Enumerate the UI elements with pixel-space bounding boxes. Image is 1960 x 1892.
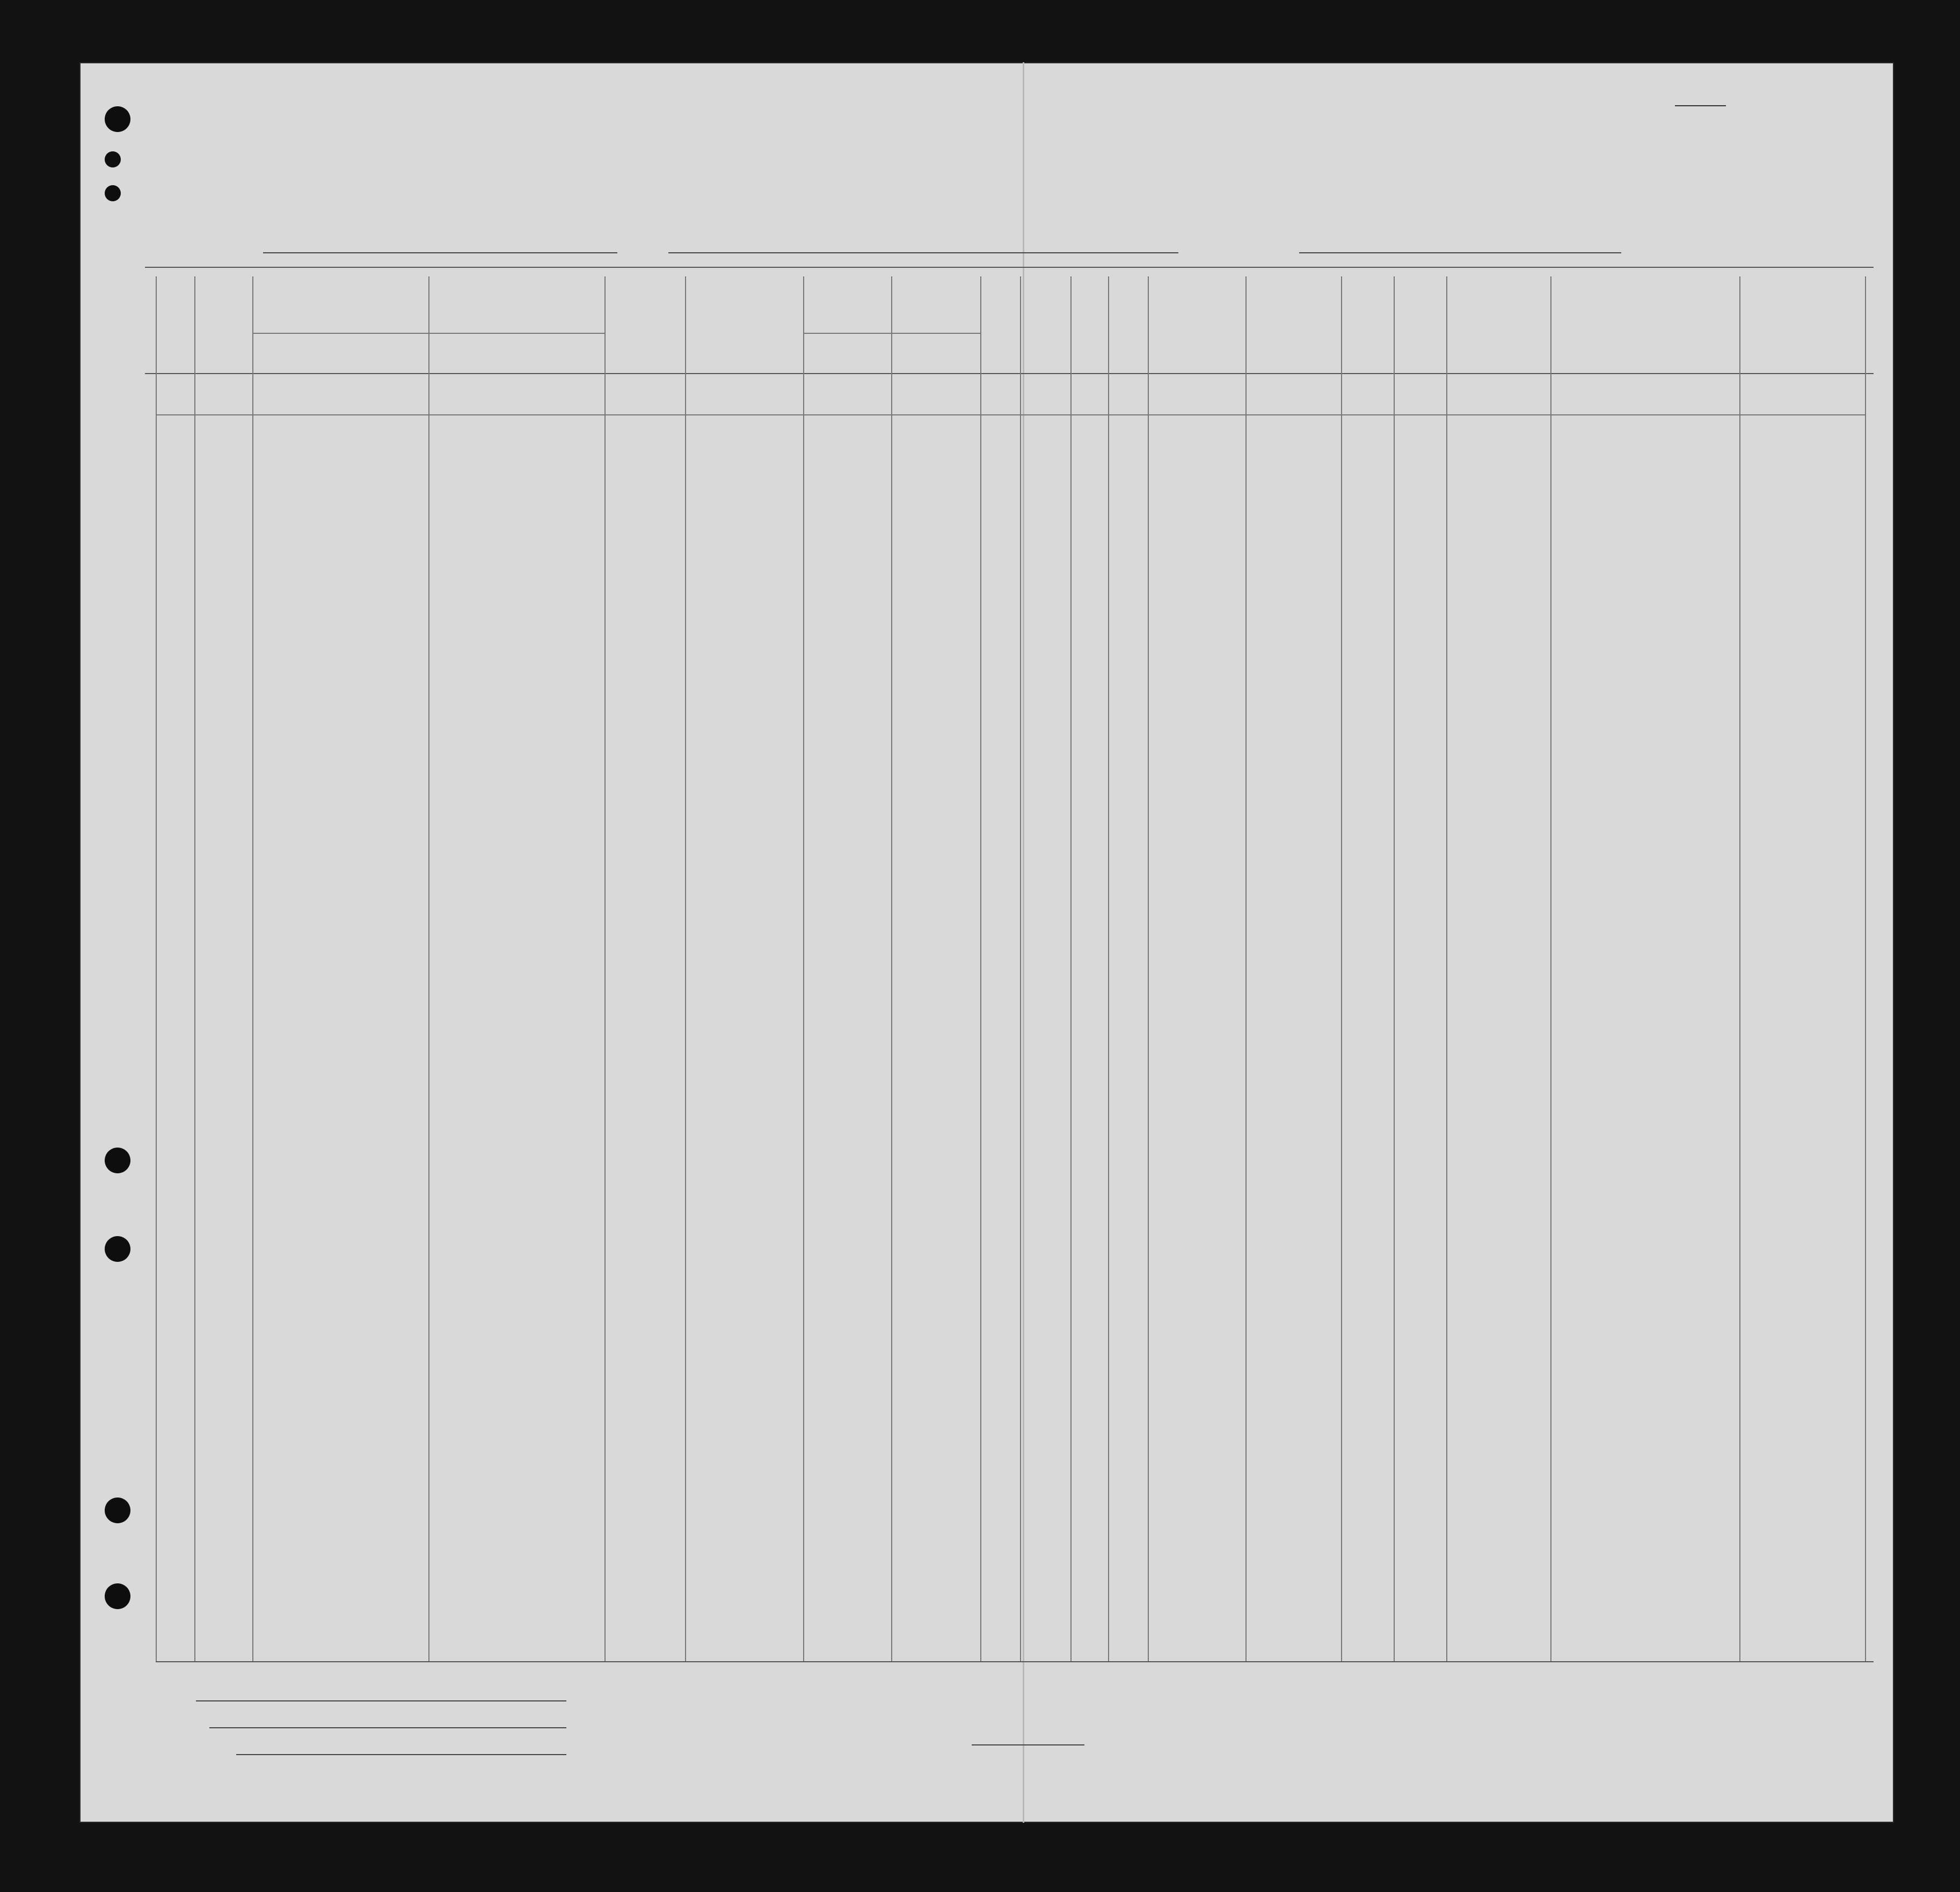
agents-underline [236,1754,566,1755]
punch-hole [105,1497,130,1523]
punch-hole [105,1236,130,1262]
line-underline [196,1700,566,1701]
manifest-sheet [79,62,1894,1823]
port-underline [668,252,1178,253]
owners-underline [209,1727,566,1728]
page-fold [1023,62,1024,1823]
punch-hole [105,151,121,167]
punch-hole [105,106,130,132]
punch-hole [105,185,121,201]
immigrant-inspector-label [972,1744,1084,1745]
punch-hole [105,1583,130,1609]
punch-hole [105,1148,130,1173]
sheet-number-value [1675,105,1726,106]
vessel-info-line [86,228,1890,260]
vessel-underline [263,252,617,253]
from-port-underline [1299,252,1621,253]
sheet-number [1675,96,1726,110]
